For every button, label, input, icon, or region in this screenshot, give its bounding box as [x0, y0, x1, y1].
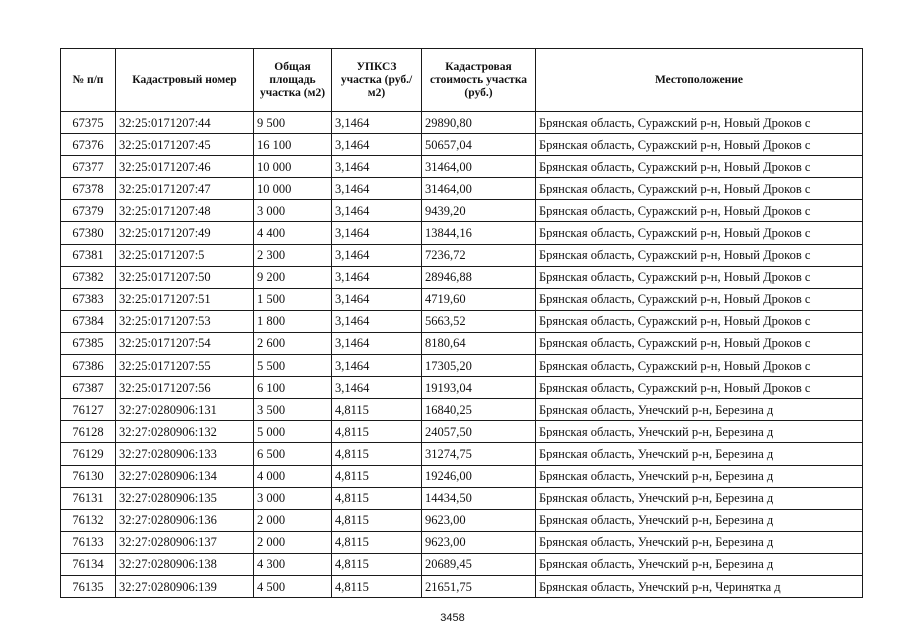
cell-index: 67380 — [61, 222, 116, 244]
cell-cadastral-value: 14434,50 — [422, 487, 536, 509]
document-sheet — [60, 48, 863, 598]
cell-cadastral-number: 32:25:0171207:5 — [116, 244, 254, 266]
table-row — [61, 200, 863, 222]
cell-cadastral-value: 19193,04 — [422, 377, 536, 399]
cell-index: 67381 — [61, 244, 116, 266]
table-row — [61, 487, 863, 509]
page-number: 3458 — [440, 612, 465, 624]
cell-area: 9 200 — [254, 266, 332, 288]
cell-cadastral-value: 8180,64 — [422, 332, 536, 354]
cell-area: 4 300 — [254, 553, 332, 575]
cell-index: 67382 — [61, 266, 116, 288]
table-row — [61, 399, 863, 421]
cell-index: 76131 — [61, 487, 116, 509]
cell-index: 67385 — [61, 332, 116, 354]
cell-cadastral-value: 9623,00 — [422, 509, 536, 531]
table-row — [61, 531, 863, 553]
cell-location: Брянская область, Суражский р-н, Новый Дроков с — [536, 134, 863, 156]
cell-index: 76127 — [61, 399, 116, 421]
cell-cadastral-number: 32:27:0280906:133 — [116, 443, 254, 465]
cell-location: Брянская область, Суражский р-н, Новый Дроков с — [536, 332, 863, 354]
cell-upksz: 3,1464 — [332, 200, 422, 222]
cell-location: Брянская область, Суражский р-н, Новый Дроков с — [536, 310, 863, 332]
cell-area: 3 000 — [254, 487, 332, 509]
cell-area: 9 500 — [254, 112, 332, 134]
cell-cadastral-value: 9439,20 — [422, 200, 536, 222]
table-row — [61, 288, 863, 310]
cell-cadastral-value: 28946,88 — [422, 266, 536, 288]
cell-upksz: 3,1464 — [332, 266, 422, 288]
cell-upksz: 3,1464 — [332, 355, 422, 377]
table-row — [61, 465, 863, 487]
cell-cadastral-number: 32:25:0171207:55 — [116, 355, 254, 377]
cell-index: 67386 — [61, 355, 116, 377]
table-body — [61, 112, 863, 598]
cell-index: 76129 — [61, 443, 116, 465]
cell-location: Брянская область, Суражский р-н, Новый Дроков с — [536, 156, 863, 178]
cell-location: Брянская область, Суражский р-н, Новый Дроков с — [536, 288, 863, 310]
cell-area: 2 000 — [254, 531, 332, 553]
cell-area: 3 000 — [254, 200, 332, 222]
cell-area: 6 500 — [254, 443, 332, 465]
cell-area: 2 300 — [254, 244, 332, 266]
cell-index: 76133 — [61, 531, 116, 553]
cell-index: 76134 — [61, 553, 116, 575]
cell-upksz: 4,8115 — [332, 421, 422, 443]
cell-index: 67377 — [61, 156, 116, 178]
cell-area: 3 500 — [254, 399, 332, 421]
table-row — [61, 575, 863, 597]
header-cadastral-number: Кадастровый номер — [116, 49, 254, 112]
table-row — [61, 355, 863, 377]
cell-index: 67375 — [61, 112, 116, 134]
cell-cadastral-number: 32:25:0171207:56 — [116, 377, 254, 399]
cell-cadastral-value: 16840,25 — [422, 399, 536, 421]
cell-cadastral-value: 19246,00 — [422, 465, 536, 487]
cell-cadastral-value: 5663,52 — [422, 310, 536, 332]
header-cadastral-value: Кадастровая стоимость участка (руб.) — [422, 49, 536, 112]
cell-index: 67383 — [61, 288, 116, 310]
cell-upksz: 3,1464 — [332, 310, 422, 332]
cell-area: 2 600 — [254, 332, 332, 354]
cell-location: Брянская область, Суражский р-н, Новый Дроков с — [536, 377, 863, 399]
cell-index: 67387 — [61, 377, 116, 399]
cell-location: Брянская область, Суражский р-н, Новый Дроков с — [536, 266, 863, 288]
cell-index: 67376 — [61, 134, 116, 156]
cell-location: Брянская область, Унечский р-н, Березина д — [536, 553, 863, 575]
cell-cadastral-value: 4719,60 — [422, 288, 536, 310]
cell-location: Брянская область, Унечский р-н, Березина д — [536, 465, 863, 487]
cell-area: 4 400 — [254, 222, 332, 244]
cell-location: Брянская область, Суражский р-н, Новый Дроков с — [536, 112, 863, 134]
cell-cadastral-value: 50657,04 — [422, 134, 536, 156]
cell-location: Брянская область, Суражский р-н, Новый Дроков с — [536, 178, 863, 200]
cell-area: 4 500 — [254, 575, 332, 597]
cell-upksz: 3,1464 — [332, 377, 422, 399]
cell-area: 10 000 — [254, 156, 332, 178]
cell-upksz: 3,1464 — [332, 112, 422, 134]
cell-area: 6 100 — [254, 377, 332, 399]
table-row — [61, 134, 863, 156]
cell-cadastral-number: 32:27:0280906:137 — [116, 531, 254, 553]
cell-cadastral-value: 31274,75 — [422, 443, 536, 465]
cell-area: 1 800 — [254, 310, 332, 332]
cell-cadastral-number: 32:27:0280906:134 — [116, 465, 254, 487]
table-row — [61, 222, 863, 244]
table-row — [61, 112, 863, 134]
table-row — [61, 553, 863, 575]
table-row — [61, 443, 863, 465]
cell-upksz: 3,1464 — [332, 244, 422, 266]
cell-area: 5 500 — [254, 355, 332, 377]
cell-cadastral-value: 13844,16 — [422, 222, 536, 244]
cell-location: Брянская область, Унечский р-н, Березина д — [536, 531, 863, 553]
header-location: Местоположение — [536, 49, 863, 112]
cell-cadastral-number: 32:25:0171207:44 — [116, 112, 254, 134]
cell-area: 2 000 — [254, 509, 332, 531]
cell-cadastral-number: 32:25:0171207:54 — [116, 332, 254, 354]
cell-cadastral-value: 31464,00 — [422, 178, 536, 200]
cell-index: 67379 — [61, 200, 116, 222]
cell-upksz: 3,1464 — [332, 178, 422, 200]
cell-area: 5 000 — [254, 421, 332, 443]
cell-area: 10 000 — [254, 178, 332, 200]
table-row — [61, 244, 863, 266]
cell-location: Брянская область, Унечский р-н, Черинятка д — [536, 575, 863, 597]
cell-location: Брянская область, Унечский р-н, Березина д — [536, 443, 863, 465]
cell-cadastral-number: 32:25:0171207:49 — [116, 222, 254, 244]
cell-index: 67384 — [61, 310, 116, 332]
cell-index: 76130 — [61, 465, 116, 487]
cell-upksz: 3,1464 — [332, 332, 422, 354]
table-row — [61, 377, 863, 399]
cell-location: Брянская область, Суражский р-н, Новый Дроков с — [536, 355, 863, 377]
cell-cadastral-value: 9623,00 — [422, 531, 536, 553]
cell-cadastral-value: 21651,75 — [422, 575, 536, 597]
cell-index: 76135 — [61, 575, 116, 597]
cell-cadastral-value: 7236,72 — [422, 244, 536, 266]
cell-cadastral-number: 32:27:0280906:135 — [116, 487, 254, 509]
cell-cadastral-value: 31464,00 — [422, 156, 536, 178]
table-row — [61, 178, 863, 200]
cell-upksz: 4,8115 — [332, 465, 422, 487]
table-row — [61, 332, 863, 354]
table-row — [61, 421, 863, 443]
cell-cadastral-number: 32:25:0171207:46 — [116, 156, 254, 178]
cell-cadastral-number: 32:27:0280906:139 — [116, 575, 254, 597]
cell-cadastral-number: 32:25:0171207:45 — [116, 134, 254, 156]
cell-cadastral-value: 29890,80 — [422, 112, 536, 134]
cell-location: Брянская область, Унечский р-н, Березина д — [536, 509, 863, 531]
cell-location: Брянская область, Суражский р-н, Новый Дроков с — [536, 200, 863, 222]
cell-location: Брянская область, Унечский р-н, Березина д — [536, 487, 863, 509]
cell-upksz: 4,8115 — [332, 553, 422, 575]
cell-location: Брянская область, Суражский р-н, Новый Дроков с — [536, 244, 863, 266]
cell-cadastral-number: 32:25:0171207:53 — [116, 310, 254, 332]
cell-index: 67378 — [61, 178, 116, 200]
cell-upksz: 4,8115 — [332, 531, 422, 553]
cell-cadastral-value: 17305,20 — [422, 355, 536, 377]
table-row — [61, 156, 863, 178]
cell-upksz: 4,8115 — [332, 399, 422, 421]
cell-area: 16 100 — [254, 134, 332, 156]
header-area: Общая площадь участка (м2) — [254, 49, 332, 112]
table-row — [61, 266, 863, 288]
cell-area: 4 000 — [254, 465, 332, 487]
cell-location: Брянская область, Суражский р-н, Новый Дроков с — [536, 222, 863, 244]
cell-cadastral-number: 32:27:0280906:138 — [116, 553, 254, 575]
cell-upksz: 3,1464 — [332, 288, 422, 310]
cell-cadastral-value: 24057,50 — [422, 421, 536, 443]
cell-upksz: 4,8115 — [332, 443, 422, 465]
cell-location: Брянская область, Унечский р-н, Березина д — [536, 399, 863, 421]
header-index: № п/п — [61, 49, 116, 112]
cell-cadastral-number: 32:25:0171207:47 — [116, 178, 254, 200]
cell-area: 1 500 — [254, 288, 332, 310]
land-plots-table — [60, 48, 863, 598]
cell-upksz: 4,8115 — [332, 575, 422, 597]
table-row — [61, 310, 863, 332]
cell-upksz: 3,1464 — [332, 222, 422, 244]
cell-index: 76132 — [61, 509, 116, 531]
cell-upksz: 4,8115 — [332, 487, 422, 509]
cell-upksz: 4,8115 — [332, 509, 422, 531]
cell-location: Брянская область, Унечский р-н, Березина д — [536, 421, 863, 443]
cell-cadastral-number: 32:25:0171207:51 — [116, 288, 254, 310]
table-row — [61, 509, 863, 531]
table-header-row — [61, 49, 863, 112]
cell-cadastral-number: 32:25:0171207:48 — [116, 200, 254, 222]
cell-cadastral-number: 32:27:0280906:131 — [116, 399, 254, 421]
cell-cadastral-value: 20689,45 — [422, 553, 536, 575]
cell-cadastral-number: 32:27:0280906:132 — [116, 421, 254, 443]
cell-upksz: 3,1464 — [332, 134, 422, 156]
cell-cadastral-number: 32:25:0171207:50 — [116, 266, 254, 288]
cell-cadastral-number: 32:27:0280906:136 — [116, 509, 254, 531]
cell-index: 76128 — [61, 421, 116, 443]
header-upksz: УПКСЗ участка (руб./м2) — [332, 49, 422, 112]
cell-upksz: 3,1464 — [332, 156, 422, 178]
